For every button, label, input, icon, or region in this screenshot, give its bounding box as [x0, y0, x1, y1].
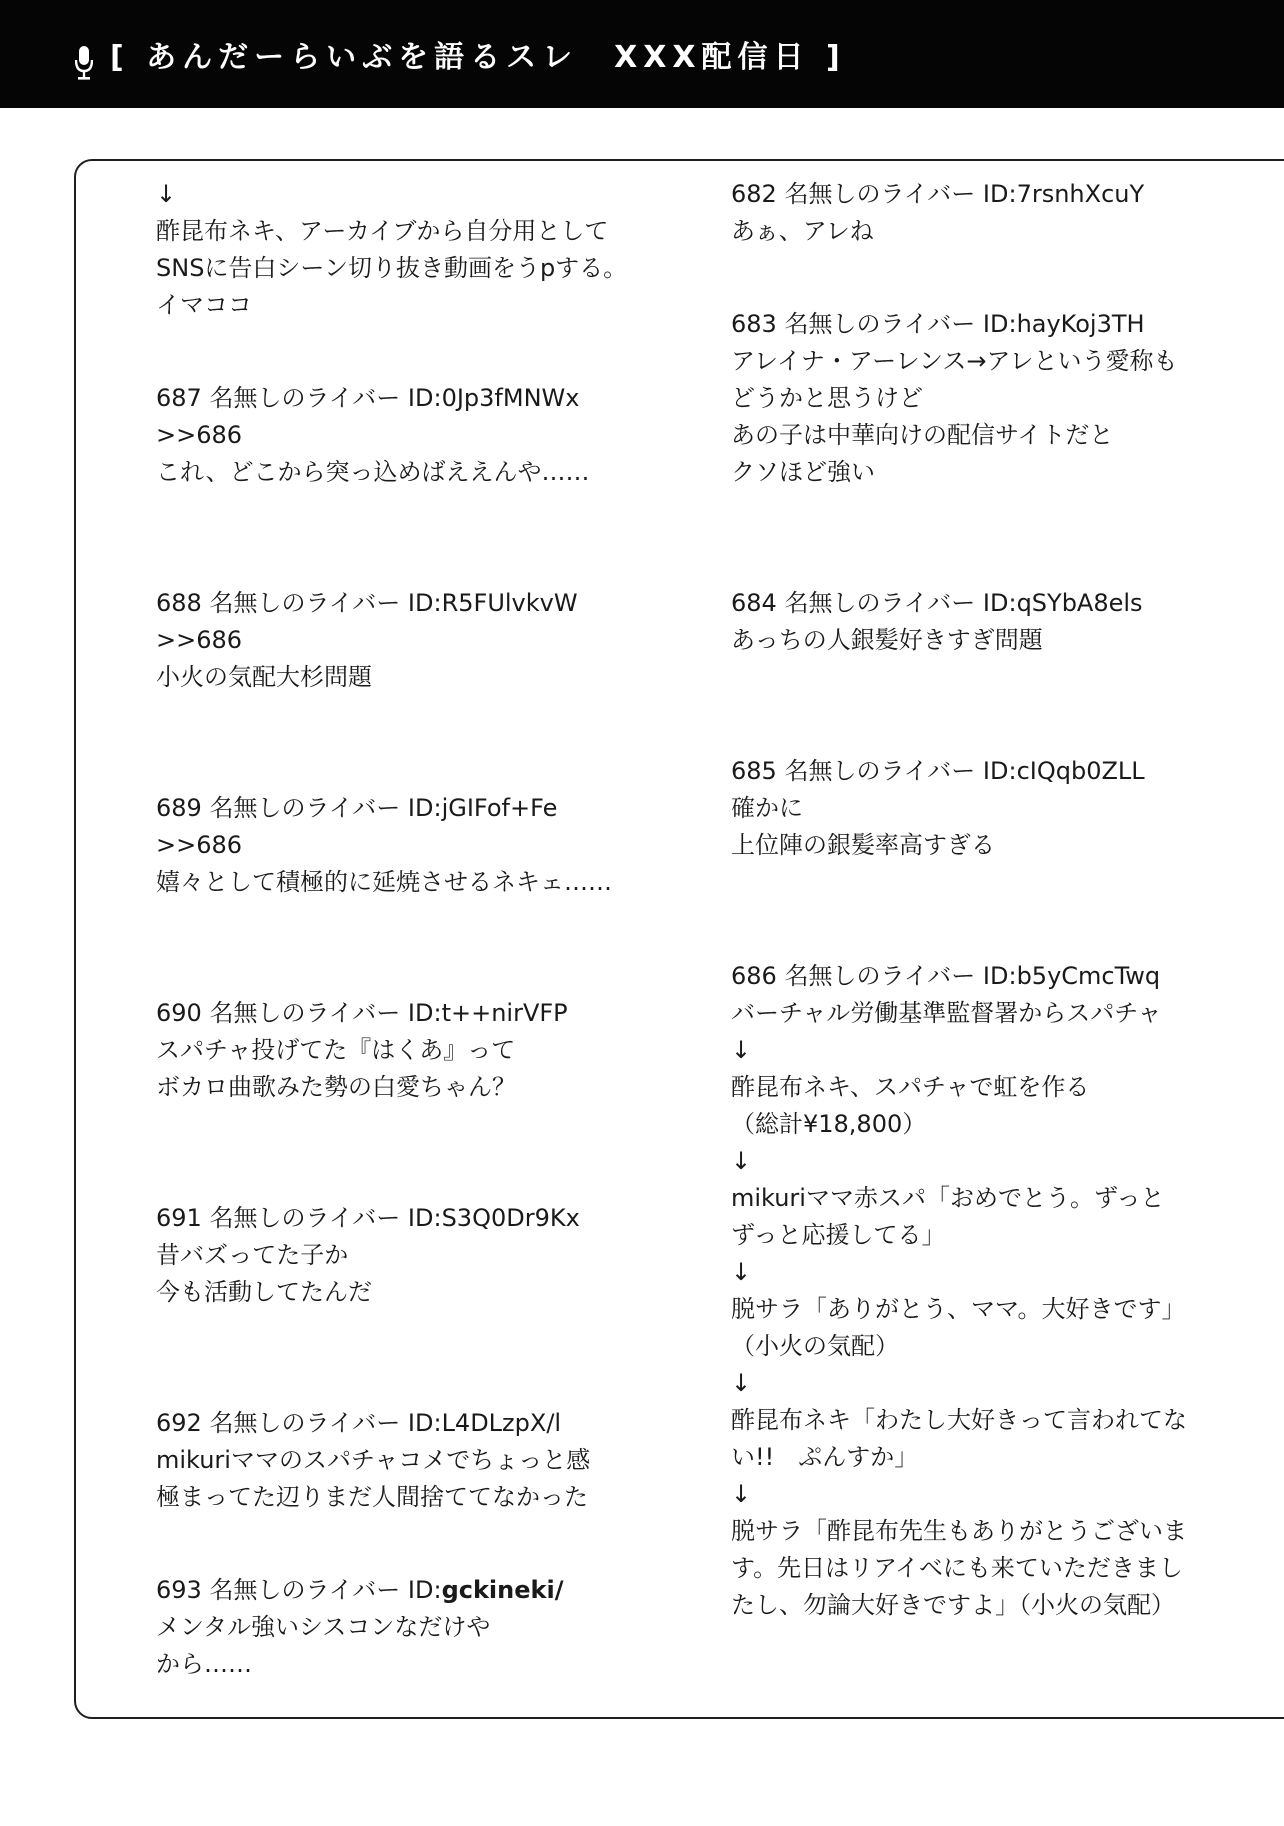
post-body-line: 脱サラ「酢昆布先生もありがとうございま: [731, 1517, 1187, 1545]
thread-post: [731, 753, 1191, 864]
post-body-line: 小火の気配大杉問題: [156, 663, 372, 691]
left-column: [156, 176, 676, 1683]
post-header: [731, 176, 1191, 213]
post-body-line: い!! ぷんすか」: [731, 1443, 919, 1471]
post-body-line: 極まってた辺りまだ人間捨ててなかった: [156, 1483, 588, 1511]
thread-post: [156, 1405, 676, 1516]
poster-name: 名無しのライバー: [784, 757, 976, 785]
post-body-line: あぁ、アレね: [731, 217, 874, 245]
post-body-line: たし、勿論大好きですよ」（小火の気配）: [731, 1591, 1175, 1619]
page-header: [0, 0, 1284, 108]
post-gap: [156, 696, 676, 790]
poster-id-label: ID:: [982, 962, 1017, 990]
post-header: [156, 380, 676, 417]
thread-post: [156, 1200, 676, 1311]
poster-id-label: ID:: [407, 1409, 442, 1437]
thread-title: [ あんだーらいぶを語るスレ XXX配信日 ]: [110, 40, 846, 75]
post-header: [156, 1572, 676, 1609]
poster-name: 名無しのライバー: [784, 962, 976, 990]
post-gap: [156, 1311, 676, 1405]
right-column: [731, 176, 1191, 1624]
poster-name: 名無しのライバー: [209, 999, 401, 1027]
post-header: [156, 585, 676, 622]
arrow-line: ↓: [156, 180, 177, 208]
post-body-line: ずっと応援してる」: [731, 1221, 946, 1249]
post-header: [156, 790, 676, 827]
post-gap: [156, 324, 676, 380]
poster-id-label: ID:: [407, 1204, 442, 1232]
post-body-line: あの子は中華向けの配信サイトだと: [731, 421, 1114, 449]
arrow-line: ↓: [731, 1258, 752, 1286]
post-body-line: メンタル強いシスコンなだけや: [156, 1613, 491, 1641]
poster-id-label: ID:: [982, 310, 1017, 338]
post-gap: [156, 901, 676, 995]
thread-post: [156, 995, 676, 1106]
poster-id-label: ID:: [982, 180, 1017, 208]
poster-name: 名無しのライバー: [209, 1409, 401, 1437]
post-number: 693: [156, 1576, 202, 1604]
post-body-line: >>686: [156, 421, 243, 449]
post-body-line: イマココ: [156, 291, 252, 319]
poster-id: gckineki/: [441, 1576, 564, 1604]
post-number: 684: [731, 589, 777, 617]
post-body-line: ボカロ曲歌みた勢の白愛ちゃん？: [156, 1073, 516, 1101]
post-body-line: アレイナ・アーレンス→アレという愛称も: [731, 347, 1178, 375]
post-gap: [156, 491, 676, 585]
thread-post: [156, 790, 676, 901]
thread-post: [731, 306, 1191, 491]
thread-post: [731, 585, 1191, 659]
post-body-line: クソほど強い: [731, 458, 875, 486]
poster-id: L4DLzpX/l: [441, 1409, 562, 1437]
post-number: 690: [156, 999, 202, 1027]
post-gap: [156, 1516, 676, 1572]
post-header: [156, 1200, 676, 1237]
poster-id-label: ID:: [407, 1576, 442, 1604]
poster-name: 名無しのライバー: [784, 589, 976, 617]
poster-id: jGIFof+Fe: [441, 794, 558, 822]
thread-post: [156, 380, 676, 491]
post-body-line: （総計¥18,800）: [731, 1110, 927, 1138]
thread-post: [156, 176, 676, 324]
post-number: 688: [156, 589, 202, 617]
post-header: [156, 995, 676, 1032]
poster-id-label: ID:: [982, 757, 1017, 785]
post-gap: [731, 659, 1191, 753]
poster-id: cIQqb0ZLL: [1016, 757, 1145, 785]
poster-id: hayKoj3TH: [1016, 310, 1145, 338]
arrow-line: ↓: [731, 1036, 752, 1064]
thread-post: [156, 1572, 676, 1683]
post-header: [156, 1405, 676, 1442]
post-gap: [156, 1106, 676, 1200]
post-body-line: スパチャ投げてた『はくあ』って: [156, 1036, 516, 1064]
poster-id-label: ID:: [407, 589, 442, 617]
poster-id: b5yCmcTwq: [1016, 962, 1161, 990]
post-number: 692: [156, 1409, 202, 1437]
post-body-line: mikuriママのスパチャコメでちょっと感: [156, 1446, 591, 1474]
post-header: [731, 753, 1191, 790]
poster-name: 名無しのライバー: [784, 310, 976, 338]
poster-id-label: ID:: [407, 794, 442, 822]
post-body-line: どうかと思うけど: [731, 384, 923, 412]
post-body-line: 確かに: [731, 794, 803, 822]
post-number: 683: [731, 310, 777, 338]
poster-name: 名無しのライバー: [209, 794, 401, 822]
poster-name: 名無しのライバー: [209, 384, 401, 412]
post-body-line: 酢昆布ネキ「わたし大好きって言われてな: [731, 1406, 1187, 1434]
post-body-line: す。先日はリアイベにも来ていただきまし: [731, 1554, 1183, 1582]
poster-id: t++nirVFP: [441, 999, 568, 1027]
post-body-line: SNSに告白シーン切り抜き動画をうpする。: [156, 254, 628, 282]
post-body-line: これ、どこから突っ込めばええんや……: [156, 458, 590, 486]
microphone-icon: [75, 46, 93, 80]
post-body-line: バーチャル労働基準監督署からスパチャ: [731, 999, 1162, 1027]
post-body-line: >>686: [156, 626, 243, 654]
post-number: 689: [156, 794, 202, 822]
post-body-line: 上位陣の銀髪率高すぎる: [731, 831, 995, 859]
poster-id: 0Jp3fMNWx: [441, 384, 580, 412]
arrow-line: ↓: [731, 1147, 752, 1175]
post-body-line: 脱サラ「ありがとう、ママ。大好きです」: [731, 1295, 1186, 1323]
post-body-line: 昔バズってた子か: [156, 1241, 349, 1269]
poster-id-label: ID:: [407, 384, 442, 412]
poster-id-label: ID:: [982, 589, 1017, 617]
poster-name: 名無しのライバー: [209, 1204, 401, 1232]
post-header: [731, 306, 1191, 343]
poster-name: 名無しのライバー: [209, 1576, 401, 1604]
post-gap: [731, 864, 1191, 958]
arrow-line: ↓: [731, 1369, 752, 1397]
post-body-line: （小火の気配）: [731, 1332, 899, 1360]
post-body-line: 酢昆布ネキ、スパチャで虹を作る: [731, 1073, 1090, 1101]
post-number: 686: [731, 962, 777, 990]
thread-post: [731, 176, 1191, 250]
poster-id: S3Q0Dr9Kx: [441, 1204, 580, 1232]
post-body-line: mikuriママ赤スパ「おめでとう。ずっと: [731, 1184, 1165, 1212]
poster-id: R5FUlvkvW: [441, 589, 578, 617]
poster-id: qSYbA8els: [1016, 589, 1143, 617]
post-body-line: から……: [156, 1650, 252, 1678]
post-body-line: 酢昆布ネキ、アーカイブから自分用として: [156, 217, 609, 245]
post-gap: [731, 491, 1191, 585]
post-number: 685: [731, 757, 777, 785]
thread-post: [156, 585, 676, 696]
post-body-line: >>686: [156, 831, 243, 859]
post-number: 682: [731, 180, 777, 208]
post-body-line: あっちの人銀髪好きすぎ問題: [731, 626, 1043, 654]
poster-name: 名無しのライバー: [784, 180, 976, 208]
poster-id-label: ID:: [407, 999, 442, 1027]
post-gap: [731, 250, 1191, 306]
post-header: [731, 958, 1191, 995]
arrow-line: ↓: [731, 1480, 752, 1508]
post-number: 691: [156, 1204, 202, 1232]
thread-post: [731, 958, 1191, 1624]
post-body-line: 今も活動してたんだ: [156, 1278, 372, 1306]
poster-name: 名無しのライバー: [209, 589, 401, 617]
post-number: 687: [156, 384, 202, 412]
post-header: [731, 585, 1191, 622]
poster-id: 7rsnhXcuY: [1016, 180, 1145, 208]
post-body-line: 嬉々として積極的に延焼させるネキェ……: [156, 868, 612, 896]
